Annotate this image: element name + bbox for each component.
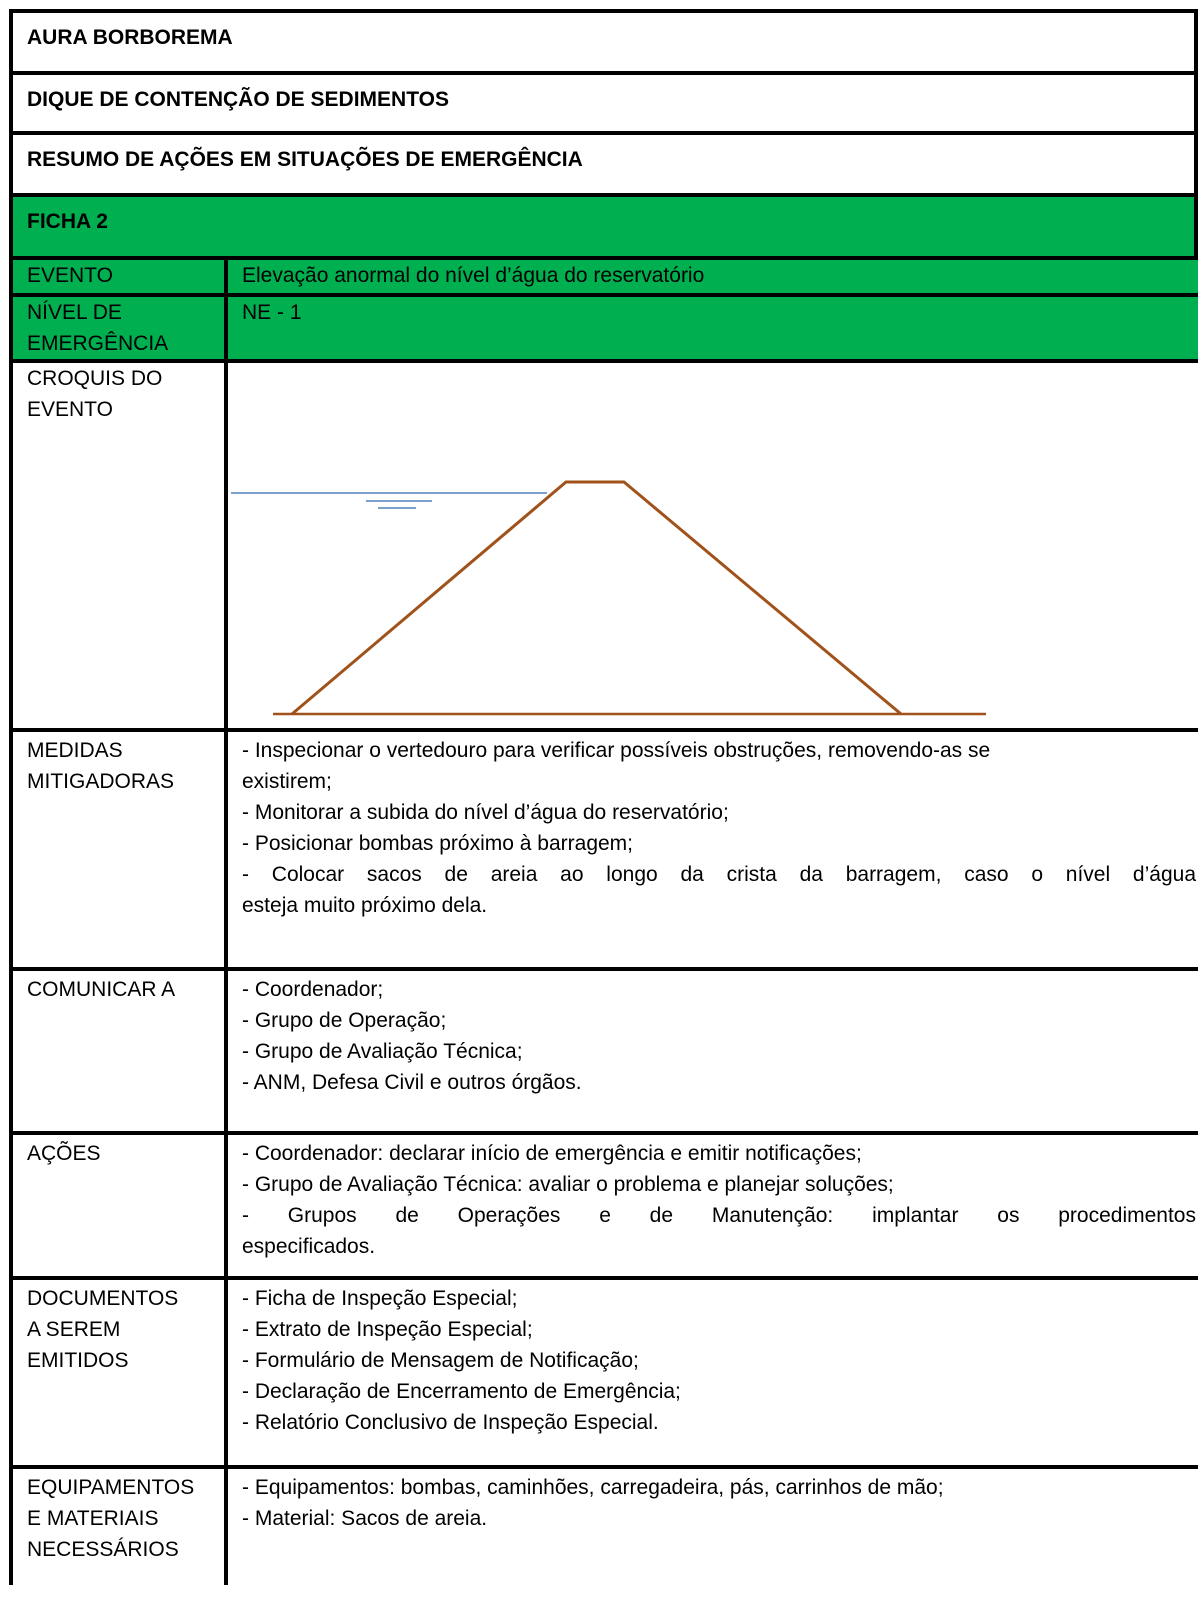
- list-item: - Inspecionar o vertedouro para verificar possíveis obstruções, removendo-as se: [242, 739, 991, 762]
- row-equipamentos: [11, 1467, 1198, 1585]
- label-line: A SEREM: [27, 1318, 121, 1341]
- list-item: - Material: Sacos de areia.: [242, 1507, 488, 1530]
- value-evento: Elevação anormal do nível d’água do reservatório: [226, 258, 1198, 295]
- label-acoes: AÇÕES: [11, 1133, 226, 1278]
- list-item: - Grupo de Avaliação Técnica;: [242, 1040, 523, 1063]
- list-item: existirem;: [242, 770, 332, 793]
- company-title: AURA BORBOREMA: [9, 9, 1198, 71]
- row-medidas: [11, 730, 1198, 969]
- label-croquis: [11, 361, 226, 730]
- list-item: - Formulário de Mensagem de Notificação;: [242, 1349, 639, 1372]
- list-item: - Relatório Conclusivo de Inspeção Especial.: [242, 1411, 659, 1434]
- row-documentos: [11, 1278, 1198, 1467]
- value-acoes: [226, 1133, 1198, 1278]
- label-line: E MATERIAIS: [27, 1507, 159, 1530]
- dam-sketch: [228, 363, 1198, 728]
- row-croquis: [11, 361, 1198, 730]
- list-item: - Posicionar bombas próximo à barragem;: [242, 832, 634, 855]
- label-line: EMITIDOS: [27, 1349, 129, 1372]
- value-medidas: [226, 730, 1198, 969]
- label-line: MITIGADORAS: [27, 770, 175, 793]
- label-medidas: [11, 730, 226, 969]
- label-line: EVENTO: [27, 398, 113, 421]
- list-item: - Declaração de Encerramento de Emergência;: [242, 1380, 681, 1403]
- label-line: NÍVEL DE: [27, 301, 122, 324]
- list-item: - Grupo de Avaliação Técnica: avaliar o problema e planejar soluções;: [242, 1173, 894, 1196]
- label-line: CROQUIS DO: [27, 367, 163, 390]
- list-item: - ANM, Defesa Civil e outros órgãos.: [242, 1071, 582, 1094]
- label-line: NECESSÁRIOS: [27, 1538, 179, 1561]
- list-item: esteja muito próximo dela.: [242, 894, 488, 917]
- label-line: EQUIPAMENTOS: [27, 1476, 195, 1499]
- list-item: - Ficha de Inspeção Especial;: [242, 1287, 518, 1310]
- list-item: - Colocar sacos de areia ao longo da crista da barragem, caso o nível d’água: [242, 863, 1196, 886]
- actions-table: [9, 256, 1198, 1585]
- label-documentos: [11, 1278, 226, 1467]
- row-acoes: [11, 1133, 1198, 1278]
- list-item: especificados.: [242, 1235, 376, 1258]
- label-line: EMERGÊNCIA: [27, 332, 169, 355]
- summary-title: RESUMO DE AÇÕES EM SITUAÇÕES DE EMERGÊNCIA: [9, 131, 1198, 193]
- row-evento: [11, 258, 1198, 295]
- label-equipamentos: [11, 1467, 226, 1585]
- structure-title: DIQUE DE CONTENÇÃO DE SEDIMENTOS: [9, 71, 1198, 131]
- list-item: - Coordenador;: [242, 978, 384, 1001]
- sheet-number: FICHA 2: [9, 193, 1198, 256]
- row-nivel: [11, 295, 1198, 361]
- label-nivel: [11, 295, 226, 361]
- list-item: - Grupos de Operações e de Manutenção: implantar os procedimentos: [242, 1204, 1196, 1227]
- label-comunicar: COMUNICAR A: [11, 969, 226, 1133]
- dam-section: [292, 482, 901, 714]
- value-comunicar: [226, 969, 1198, 1133]
- list-item: - Extrato de Inspeção Especial;: [242, 1318, 533, 1341]
- label-line: DOCUMENTOS: [27, 1287, 179, 1310]
- list-item: - Grupo de Operação;: [242, 1009, 447, 1032]
- value-documentos: [226, 1278, 1198, 1467]
- label-evento: EVENTO: [11, 258, 226, 295]
- label-line: MEDIDAS: [27, 739, 123, 762]
- list-item: - Monitorar a subida do nível d’água do reservatório;: [242, 801, 729, 824]
- list-item: - Coordenador: declarar início de emergência e emitir notificações;: [242, 1142, 862, 1165]
- value-nivel: NE - 1: [226, 295, 1198, 361]
- event-sketch-cell: [226, 361, 1198, 730]
- emergency-sheet: [9, 9, 1198, 1585]
- value-equipamentos: [226, 1467, 1198, 1585]
- row-comunicar: [11, 969, 1198, 1133]
- list-item: - Equipamentos: bombas, caminhões, carregadeira, pás, carrinhos de mão;: [242, 1476, 944, 1499]
